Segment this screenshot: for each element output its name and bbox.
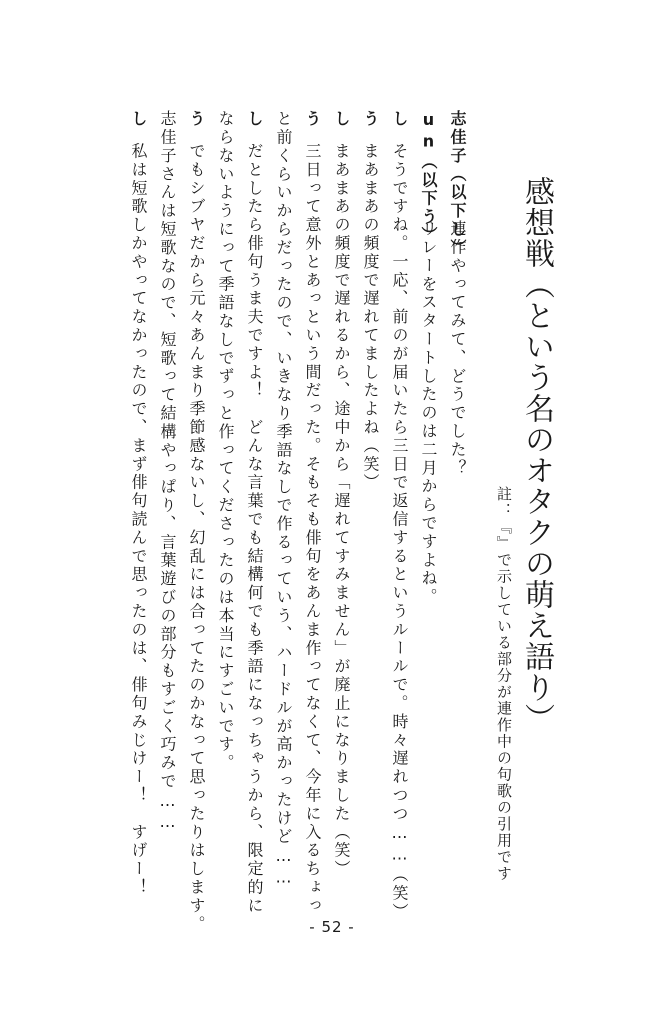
dialogue-line [155, 110, 179, 834]
dialogue-line [184, 110, 208, 934]
dialogue-line [271, 110, 295, 889]
dialogue-text: そうですね。一応、前のが届いたら三日で返信するというルールで。時々遅れつつ……（笑） [390, 142, 409, 922]
dialogue-line [242, 110, 266, 915]
dialogue-line [329, 110, 353, 878]
dialogue-text: まあまあの頻度で遅れるから、途中から「遅れてすみません」が廃止になりました（笑） [332, 142, 351, 879]
dialogue-line [126, 110, 150, 897]
page-number: - 52 - [309, 918, 355, 936]
speaker-label: し [332, 110, 351, 129]
dialogue-line [358, 110, 382, 492]
dialogue-text: ならないようにって季語なしでずっと作ってくださったのは本当にすごいです。 [216, 110, 235, 773]
speaker-label: し [129, 110, 148, 129]
dialogue-line [300, 110, 324, 915]
dialogue-text: 私は短歌しかやってなかったので、まず俳句読んで思ったのは、俳句みじけー！ すげー！ [129, 142, 148, 897]
dialogue-line [387, 110, 411, 921]
dialogue-line [445, 110, 469, 478]
dialogue-text: と前くらいからだったので、いきなり季語なしで作るっていう、ハードルが高かったけど…… [274, 110, 293, 889]
dialogue-text: リレーをスタートしたのは二月からですよね。 [419, 220, 438, 607]
dialogue-line [213, 110, 237, 772]
citation-note: 註：『』で示している部分が連作中の句歌の引用です [495, 486, 513, 882]
speaker-label: う [361, 110, 380, 129]
dialogue-text: まあまあの頻度で遅れてましたよね（笑） [361, 142, 380, 493]
dialogue-text: 志佳子さんは短歌なので、短歌って結構やっぱり、言葉遊びの部分もすごく巧みで…… [158, 110, 177, 834]
dialogue-text: だとしたら俳句うま夫ですよ！ どんな言葉でも結構何でも季語になっちゃうから、限定的に [245, 142, 264, 916]
dialogue-text: 三日って意外とあっという間だった。そもそも俳句をあんま作ってなくて、今年に入るちょっ [303, 142, 322, 916]
dialogue-text: でもシブヤだから元々あんまり季節感ないし、幻乱には合ってたのかなって思ったりはします。 [187, 142, 206, 934]
dialogue-line [416, 110, 440, 606]
speaker-label: un（以下う） [419, 110, 438, 245]
speaker-label: し [245, 110, 264, 129]
speaker-label: う [303, 110, 322, 129]
dialogue-text: 連作やってみて、どうでした？ [448, 220, 467, 478]
speaker-label: う [187, 110, 206, 129]
speaker-label: 志佳子（以下し） [448, 110, 467, 258]
page-title: 感想戦（という名のオタクの萌え語り） [519, 176, 554, 734]
speaker-label: し [390, 110, 409, 129]
